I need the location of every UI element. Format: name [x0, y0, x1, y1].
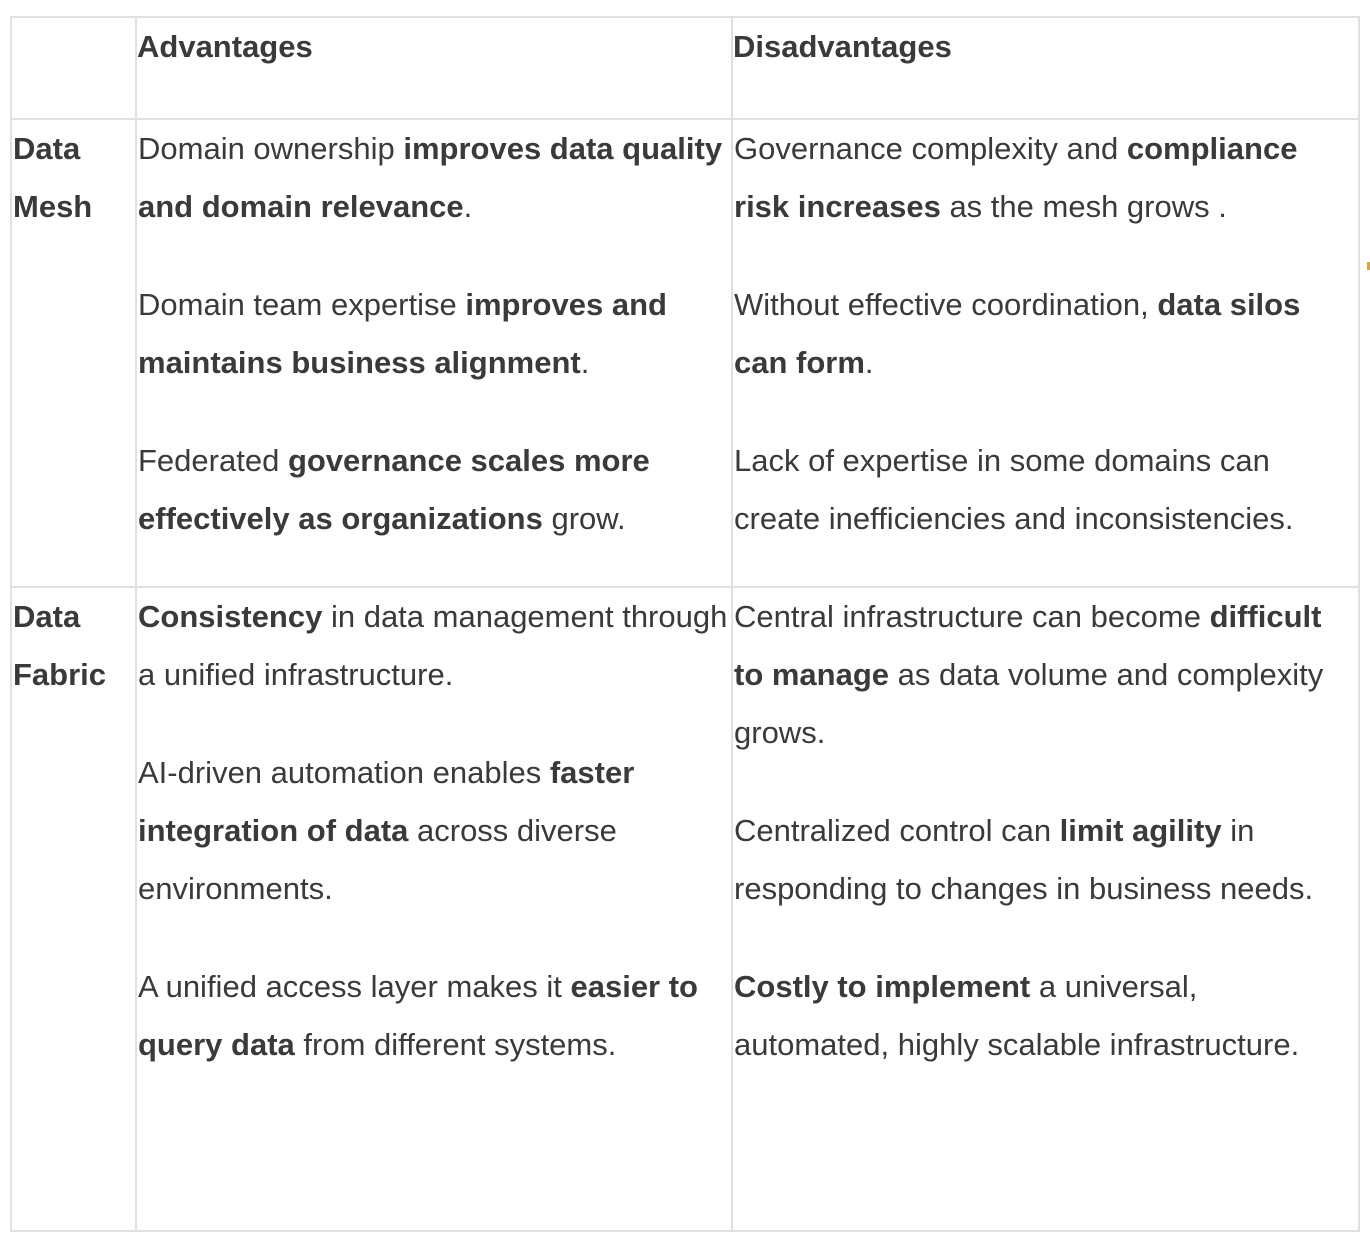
text-run-bold: governance scales more effectively as organizations — [138, 443, 650, 536]
disadvantage-item — [734, 958, 1358, 1074]
row-label-line: Fabric — [13, 657, 107, 692]
disadvantage-item — [734, 588, 1358, 762]
text-run: A unified access layer makes it — [138, 969, 571, 1004]
text-run: across diverse environments. — [138, 813, 617, 906]
row-label-line: Data — [13, 599, 81, 634]
row-label-line: Mesh — [13, 189, 93, 224]
text-run-bold: data silos can form — [734, 287, 1301, 380]
text-run-bold: improves data quality and domain relevance — [138, 131, 723, 224]
advantage-item — [138, 744, 731, 918]
text-run: Without effective coordination, — [734, 287, 1158, 322]
row-label-line: Data — [13, 131, 81, 166]
row-data-fabric — [11, 587, 1359, 1231]
advantage-item — [138, 120, 731, 236]
text-run: . — [463, 189, 473, 224]
advantage-item — [138, 276, 731, 392]
advantages-cell — [136, 587, 732, 1231]
text-run-bold: easier to query data — [138, 969, 698, 1062]
disadvantages-cell — [732, 587, 1359, 1231]
header-disadvantages-cell — [732, 17, 1359, 119]
disadvantage-item — [734, 802, 1358, 918]
disadvantages-cell — [732, 119, 1359, 587]
header-disadvantages: Disadvantages — [733, 29, 952, 64]
text-run-bold: faster integration of data — [138, 755, 635, 848]
text-run-bold: Costly to implement — [734, 969, 1031, 1004]
text-run-bold: difficult to manage — [734, 599, 1322, 692]
row-label-cell — [11, 587, 136, 1231]
disadvantage-item — [734, 276, 1358, 392]
text-run: Lack of expertise in some domains can create inefficiencies and inconsistencies. — [734, 443, 1294, 536]
text-run: . — [864, 345, 874, 380]
text-run: Federated — [138, 443, 288, 478]
text-run: from different systems. — [294, 1027, 617, 1062]
text-run: as the mesh grows . — [940, 189, 1227, 224]
advantage-item — [138, 432, 731, 548]
text-run: . — [580, 345, 590, 380]
text-run: AI-driven automation enables — [138, 755, 550, 790]
header-advantages-cell — [136, 17, 732, 119]
text-run-bold: improves and maintains business alignment — [138, 287, 667, 380]
row-label-cell — [11, 119, 136, 587]
text-run: Domain team expertise — [138, 287, 466, 322]
row-data-mesh — [11, 119, 1359, 587]
text-run: grow. — [542, 501, 626, 536]
text-run-bold: limit agility — [1059, 813, 1222, 848]
text-run: Centralized control can — [734, 813, 1060, 848]
text-run-bold: Consistency — [138, 599, 323, 634]
disadvantage-item — [734, 432, 1358, 548]
header-row — [11, 17, 1359, 119]
disadvantage-item — [734, 120, 1358, 236]
text-run: Governance complexity and — [734, 131, 1127, 166]
text-run: in data management through a unified infrastructure. — [138, 599, 728, 692]
advantage-item — [138, 958, 731, 1074]
text-run: as data volume and complexity grows. — [734, 657, 1324, 750]
header-corner-cell — [11, 17, 136, 119]
text-run: a universal, automated, highly scalable infrastructure. — [734, 969, 1300, 1062]
text-run: Domain ownership — [138, 131, 404, 166]
advantages-cell — [136, 119, 732, 587]
advantage-item — [138, 588, 731, 704]
text-run-bold: compliance risk increases — [734, 131, 1298, 224]
header-advantages: Advantages — [137, 29, 313, 64]
comparison-table — [10, 16, 1360, 1232]
text-run: in responding to changes in business needs. — [734, 813, 1314, 906]
text-run: Central infrastructure can become — [734, 599, 1210, 634]
